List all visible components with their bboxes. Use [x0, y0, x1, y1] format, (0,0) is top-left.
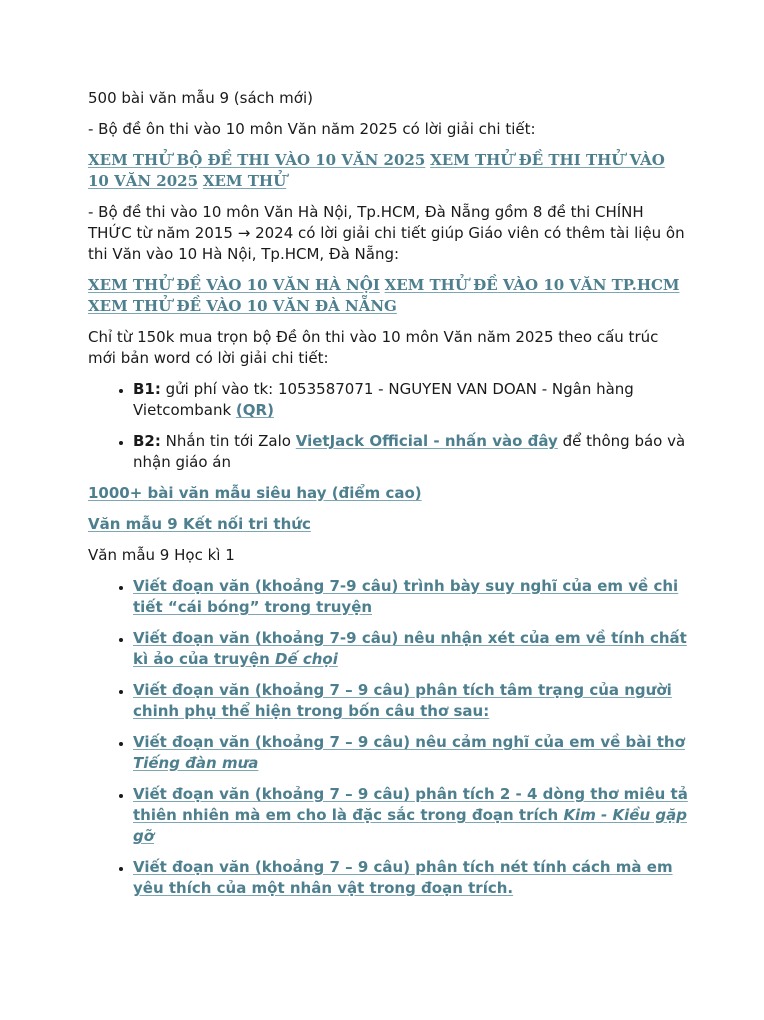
- list-item: [133, 784, 688, 847]
- preview-link-hcm[interactable]: XEM THỬ ĐỀ VÀO 10 VĂN TP.HCM: [384, 276, 680, 294]
- step-2-label: B2:: [133, 432, 161, 450]
- step-2-tail: để thông báo và nhận giáo án: [133, 432, 686, 471]
- essay-link-4[interactable]: Viết đoạn văn (khoảng 7 – 9 câu) nêu cảm nghĩ của em về bài thơ Tiếng đàn mưa: [133, 733, 685, 772]
- section-title-semester-1: Văn mẫu 9 Học kì 1: [88, 546, 235, 564]
- document-page: [88, 88, 688, 909]
- essay-link-5[interactable]: Viết đoạn văn (khoảng 7 – 9 câu) phân tích 2 - 4 dòng thơ miêu tả thiên nhiên mà em cho là đặc sắc trong đoạn trích Kim - Kiều gặp gỡ: [133, 785, 688, 845]
- essay-link-6[interactable]: Viết đoạn văn (khoảng 7 – 9 câu) phân tích nét tính cách mà em yêu thích của một nhân vật trong đoạn trích.: [133, 858, 673, 897]
- essay-link-1[interactable]: Viết đoạn văn (khoảng 7-9 câu) trình bày suy nghĩ của em về chi tiết “cái bóng” trong truyện: [133, 577, 679, 616]
- document-title: 500 bài văn mẫu 9 (sách mới): [88, 89, 313, 107]
- list-item: [133, 857, 688, 899]
- qr-link[interactable]: (QR): [235, 401, 274, 419]
- essay-link-3[interactable]: Viết đoạn văn (khoảng 7 – 9 câu) phân tích tâm trạng của người chinh phụ thể hiện trong bốn câu thơ sau:: [133, 681, 672, 720]
- list-item: [133, 680, 688, 722]
- step-2-text: Nhắn tin tới Zalo: [160, 432, 296, 450]
- link-knowledge-connect-para: [88, 514, 688, 535]
- step-1-text: gửi phí vào tk: 1053587071 - NGUYEN VAN DOAN - Ngân hàng Vietcombank: [133, 380, 634, 419]
- link-knowledge-connect[interactable]: Văn mẫu 9 Kết nối tri thức: [88, 515, 311, 533]
- zalo-link[interactable]: VietJack Official - nhấn vào đây: [295, 432, 558, 450]
- list-item: [133, 576, 688, 618]
- preview-link-hanoi[interactable]: XEM THỬ ĐỀ VÀO 10 VĂN HÀ NỘI: [88, 276, 380, 294]
- purchase-steps-list: [88, 379, 688, 473]
- essay-list: [88, 576, 688, 899]
- link-1000-essays-para: [88, 483, 688, 504]
- preview-links-group-2: [88, 275, 688, 317]
- preview-link-mock-exam-2025[interactable]: XEM THỬ ĐỀ THI THỬ VÀO 10 VĂN 2025: [88, 151, 665, 190]
- step-1-label: B1:: [133, 380, 161, 398]
- link-1000-essays[interactable]: 1000+ bài văn mẫu siêu hay (điểm cao): [88, 484, 422, 502]
- list-item-step-2: [133, 431, 688, 473]
- list-item-step-1: [133, 379, 688, 421]
- list-item: [133, 628, 688, 670]
- preview-link-exam-set-2025[interactable]: XEM THỬ BỘ ĐỀ THI VÀO 10 VĂN 2025: [88, 151, 426, 169]
- preview-link-generic[interactable]: XEM THỬ: [202, 172, 287, 190]
- essay-link-2[interactable]: Viết đoạn văn (khoảng 7-9 câu) nêu nhận xét của em về tính chất kì ảo của truyện Dế chọi: [133, 629, 687, 668]
- preview-link-danang[interactable]: XEM THỬ ĐỀ VÀO 10 VĂN ĐÀ NẴNG: [88, 297, 397, 315]
- city-exam-description: - Bộ đề thi vào 10 môn Văn Hà Nội, Tp.HCM, Đà Nẵng gồm 8 đề thi CHÍNH THỨC từ năm 2015 → 2024 có lời giải chi tiết giúp Giáo viên có thêm tài liệu ôn thi Văn vào 10 Hà Nội, Tp.HCM, Đà Nẵng:: [88, 203, 685, 263]
- preview-links-group-1: [88, 150, 688, 192]
- exam-set-description: - Bộ đề ôn thi vào 10 môn Văn năm 2025 có lời giải chi tiết:: [88, 120, 536, 138]
- purchase-description: Chỉ từ 150k mua trọn bộ Đề ôn thi vào 10 môn Văn năm 2025 theo cấu trúc mới bản word có lời giải chi tiết:: [88, 328, 659, 367]
- list-item: [133, 732, 688, 774]
